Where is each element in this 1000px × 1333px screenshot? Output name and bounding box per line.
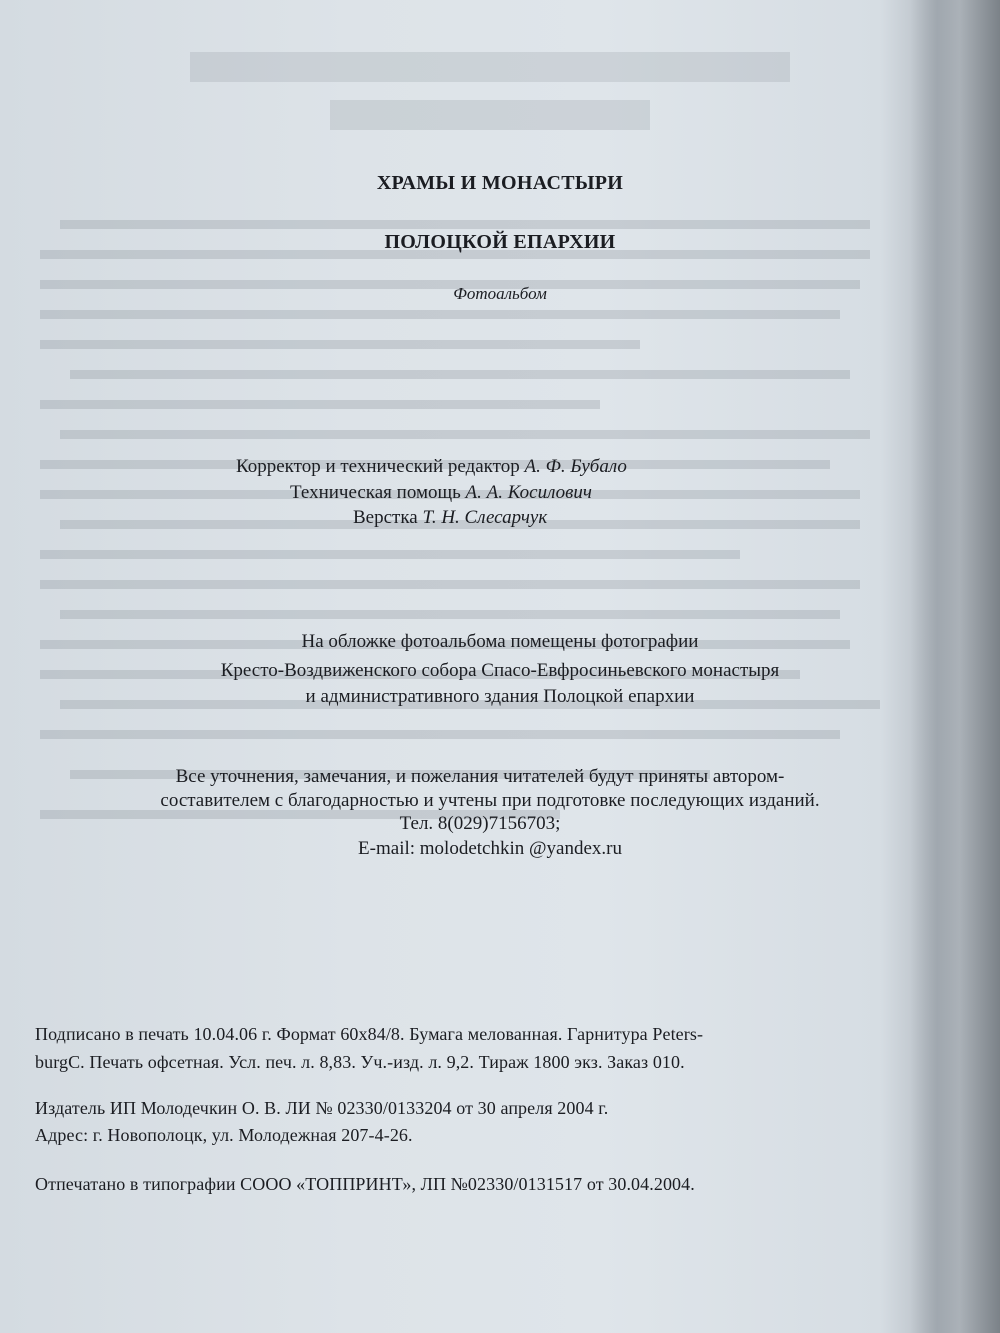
- credit-role: Техническая помощь: [290, 482, 461, 503]
- subtitle: Фотоальбом: [453, 284, 547, 303]
- feedback-line-1: Все уточнения, замечания, и пожелания читателей будут приняты автором-: [175, 766, 785, 787]
- show-through-heading: [180, 40, 800, 140]
- credit-role: Корректор и технический редактор: [236, 456, 520, 477]
- credit-tech-help: [290, 482, 592, 504]
- imprint-publisher: Издатель ИП Молодечкин О. В. ЛИ № 02330/0133204 от 30 апреля 2004 г.: [35, 1098, 609, 1118]
- credit-layout: [353, 507, 547, 529]
- feedback-phone: Тел. 8(029)7156703;: [399, 813, 561, 834]
- credit-name: А. А. Косилович: [465, 482, 592, 503]
- cover-note-line-2: Кресто-Воздвиженского собора Спасо-Евфросиньевского монастыря: [220, 660, 780, 681]
- feedback-email: E-mail: molodetchkin @yandex.ru: [358, 838, 622, 859]
- cover-note-line-1: На обложке фотоальбома помещены фотографии: [301, 631, 699, 652]
- imprint-printed: Отпечатано в типографии СООО «ТОППРИНТ», ЛП №02330/0131517 от 30.04.2004.: [35, 1174, 695, 1194]
- title-line-2: ПОЛОЦКОЙ ЕПАРХИИ: [384, 231, 616, 253]
- title-line-1: ХРАМЫ И МОНАСТЫРИ: [376, 172, 624, 194]
- credit-editor: [236, 456, 627, 478]
- show-through-text: [40, 210, 890, 860]
- feedback-line-2: составителем с благодарностью и учтены при подготовке последующих изданий.: [160, 790, 820, 811]
- imprint-print-line-2: burgC. Печать офсетная. Усл. печ. л. 8,83. Уч.-изд. л. 9,2. Тираж 1800 экз. Заказ 010.: [35, 1052, 685, 1072]
- cover-note-line-3: и административного здания Полоцкой епархии: [305, 686, 695, 707]
- credit-role: Верстка: [353, 507, 418, 528]
- imprint-address: Адрес: г. Новополоцк, ул. Молодежная 207-4-26.: [35, 1125, 413, 1145]
- credit-name: А. Ф. Бубало: [524, 456, 627, 477]
- credit-name: Т. Н. Слесарчук: [422, 507, 548, 528]
- imprint-print-line-1: Подписано в печать 10.04.06 г. Формат 60х84/8. Бумага мелованная. Гарнитура Peters-: [35, 1024, 704, 1044]
